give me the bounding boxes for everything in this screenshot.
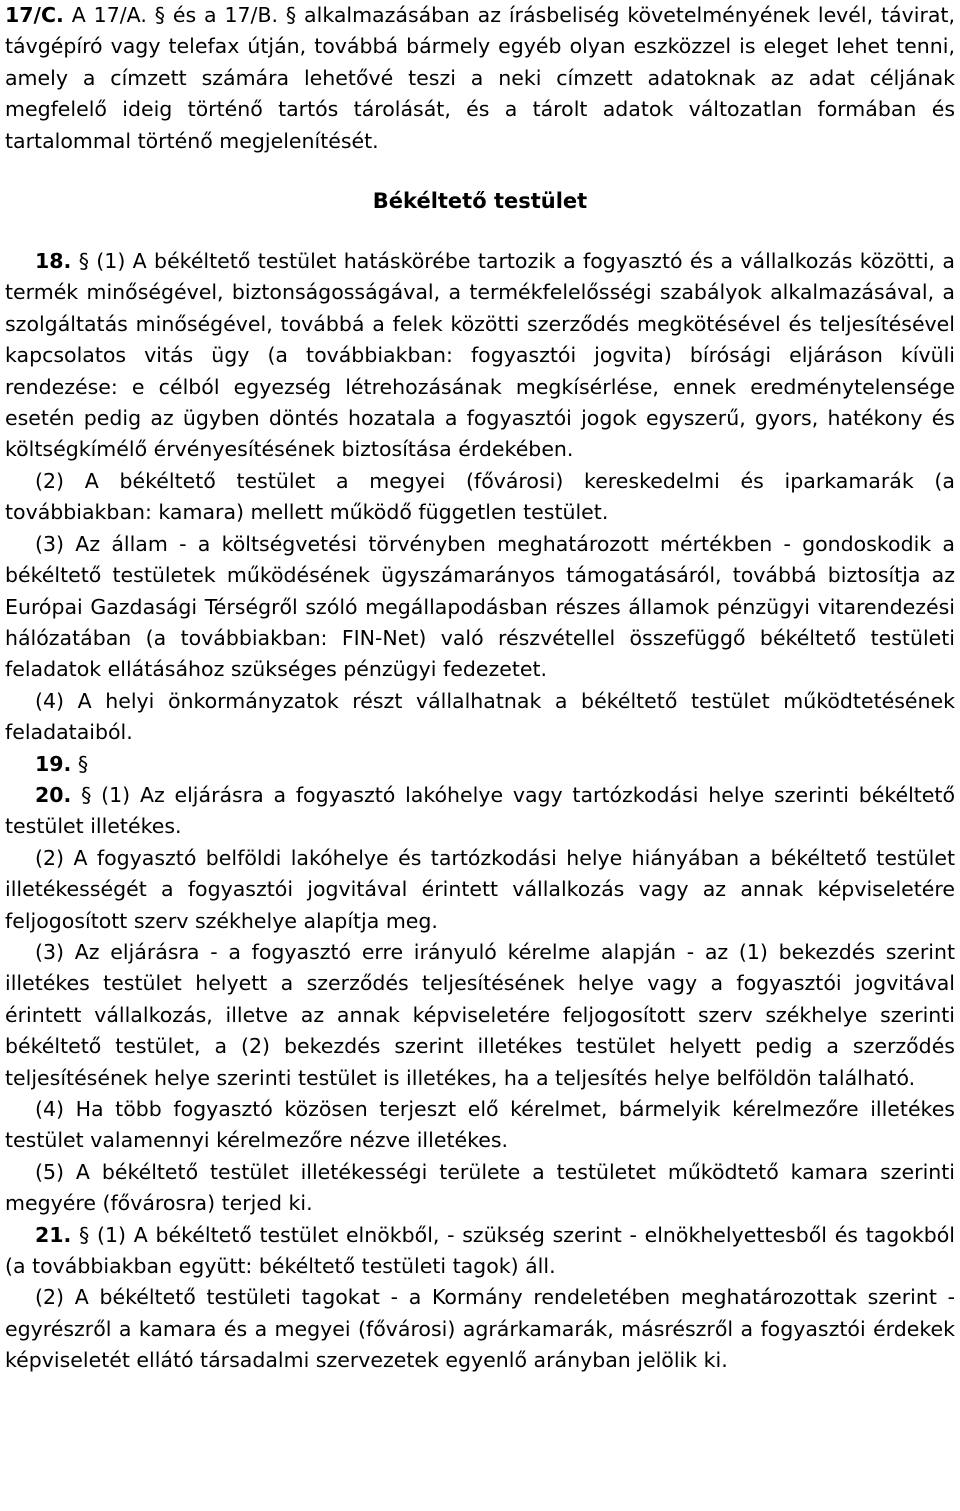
section-sign-18: § <box>78 249 89 274</box>
paragraph-18-4: (4) A helyi önkormányzatok részt vállalhatnak a békéltető testület működtetésének feladataiból. <box>5 688 955 745</box>
paragraph-20-5: (5) A békéltető testület illetékességi területe a testületet működtető kamara szerinti megyére (fővárosra) terjed ki. <box>5 1159 955 1216</box>
paragraph-21-1 <box>5 1220 955 1283</box>
paragraph-21-1-text: (1) A békéltető testület elnökből, - szükség szerint - elnökhelyettesből és tagokból (a továbbiakban együtt: békéltető testületi tagok) áll. <box>5 1222 955 1279</box>
paragraph-18-1-text: (1) A békéltető testület hatáskörébe tartozik a fogyasztó és a vállalkozás közötti, a termék minőségével, biztonságosságával, a termékfelelősségi szabályok alkalmazásával, a szolgáltatás minőségével, továbbá a felek közötti szerződés megkötésével és teljesítésével kapcsolatos vitás ügy (a továbbiakban: fogyasztói jogvita) bírósági eljáráson kívüli rendezése: e célból egyezség létrehozásának megkísérlése, ennek eredménytelensége esetén pedig az ügyben döntés hozatala a fogyasztói jogok egyszerű, gyors, hatékony és költségkímélő érvényesítésének biztosítása érdekében. <box>5 249 955 462</box>
document-page <box>5 0 955 1377</box>
paragraph-18-3: (3) Az állam - a költségvetési törvényben meghatározott mértékben - gondoskodik a békéltető testületek működésének ügyszámarányos támogatásáról, továbbá biztosítja az Európai Gazdasági Térségről szóló megállapodásban részes államok pénzügyi vitarendezési hálózatában (a továbbiakban: FIN-Net) való részvétellel összefüggő békéltető testületi feladatok ellátásához szükséges pénzügyi fedezetet. <box>5 531 955 682</box>
section-number-18: 18. <box>35 249 72 274</box>
paragraph-20-3: (3) Az eljárásra - a fogyasztó erre irányuló kérelme alapján - az (1) bekezdés szerint illetékes testület helyett a szerződés teljesítésének helye vagy a fogyasztói jogvitával érintett vállalkozás, illetve az annak képviseletére feljogosított szerv székhelye szerinti békéltető testület, a (2) bekezdés szerint illetékes testület helyett pedig a szerződés teljesítésének helye szerinti testület is illetékes, ha a teljesítés helye belföldön található. <box>5 939 955 1090</box>
section-sign-21: § <box>79 1222 90 1247</box>
section-number-21: 21. <box>35 1222 72 1247</box>
section-number-19: 19. <box>35 751 72 776</box>
paragraph-21-2: (2) A békéltető testületi tagokat - a Kormány rendeletében meghatározottak szerint - egyrészről a kamara és a megyei (fővárosi) agrárkamarák, másrészről a fogyasztói érdekek képviseletét ellátó társadalmi szervezetek egyenlő arányban jelölik ki. <box>5 1285 955 1373</box>
section-number-20: 20. <box>35 782 72 807</box>
paragraph-20-4: (4) Ha több fogyasztó közösen terjeszt elő kérelmet, bármelyik kérelmezőre illetékes testület valamennyi kérelmezőre nézve illetékes. <box>5 1097 955 1153</box>
section-sign-20: § <box>81 782 92 807</box>
paragraph-20-1-text: (1) Az eljárásra a fogyasztó lakóhelye vagy tartózkodási helye szerinti békéltető testület illetékes. <box>5 782 955 839</box>
paragraph-18-1 <box>5 246 955 466</box>
paragraph-19 <box>5 749 955 780</box>
section-heading: Békéltető testület <box>372 189 588 214</box>
paragraph-17c <box>5 0 955 157</box>
paragraph-18-2: (2) A békéltető testület a megyei (fővárosi) kereskedelmi és iparkamarák (a továbbiakban: kamara) mellett működő független testület. <box>5 468 955 525</box>
paragraph-20-1 <box>5 780 955 843</box>
section-sign-19: § <box>77 751 89 776</box>
paragraph-20-2: (2) A fogyasztó belföldi lakóhelye és tartózkodási helye hiányában a békéltető testület illetékességét a fogyasztói jogvitával érintett vállalkozás vagy az annak képviseletére feljogosított szerv székhelye alapítja meg. <box>5 845 955 933</box>
paragraph-17c-text: A 17/A. § és a 17/B. § alkalmazásában az írásbeliség követelményének levél, távirat, távgépíró vagy telefax útján, továbbá bármely egyéb olyan eszközzel is eleget lehet tenni, amely a címzett számára lehetővé teszi a neki címzett adatoknak az adat céljának megfelelő ideig történő tartós tárolását, és a tárolt adatok változatlan formában és tartalommal történő megjelenítését. <box>5 3 955 153</box>
section-number-17c: 17/C. <box>5 3 64 27</box>
